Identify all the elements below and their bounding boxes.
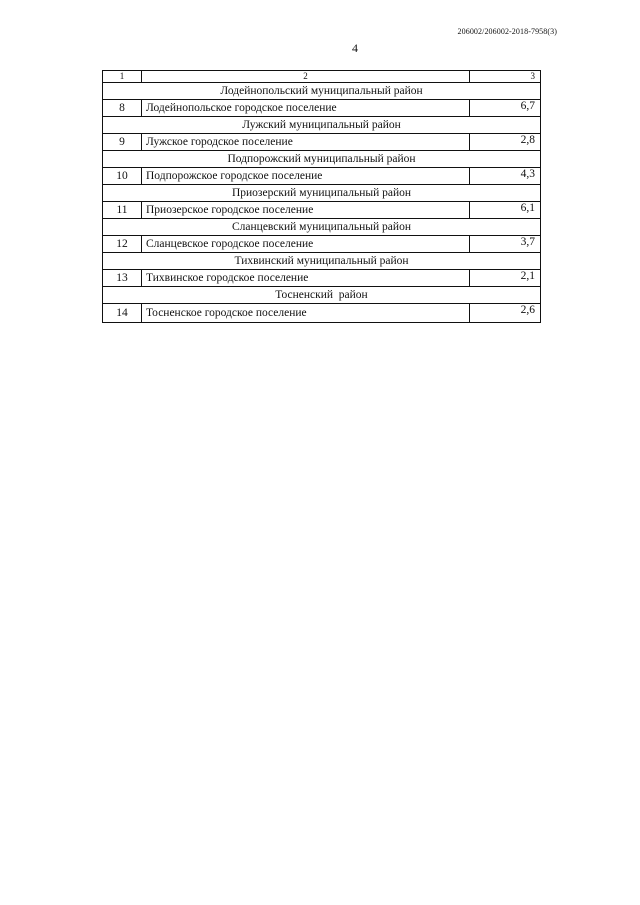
table-row (103, 236, 541, 253)
row-number: 13 (103, 270, 142, 287)
district-row (103, 151, 541, 168)
district-name: Приозерский муниципальный район (103, 185, 541, 202)
district-name: Тихвинский муниципальный район (103, 253, 541, 270)
header-cell-2: 2 (142, 71, 470, 83)
district-row (103, 287, 541, 304)
district-name: Тосненский район (103, 287, 541, 304)
district-name: Лодейнопольский муниципальный район (103, 83, 541, 100)
settlement-name: Приозерское городское поселение (142, 202, 470, 219)
settlement-name: Тихвинское городское поселение (142, 270, 470, 287)
row-number: 9 (103, 134, 142, 151)
settlement-name: Лужское городское поселение (142, 134, 470, 151)
row-number: 11 (103, 202, 142, 219)
settlement-name: Подпорожское городское поселение (142, 168, 470, 185)
table-row (103, 168, 541, 185)
district-row (103, 117, 541, 134)
row-number: 12 (103, 236, 142, 253)
settlement-value: 2,6 (470, 304, 541, 323)
settlement-value: 3,7 (470, 236, 541, 253)
district-row (103, 253, 541, 270)
settlement-value: 2,1 (470, 270, 541, 287)
table-row (103, 270, 541, 287)
header-cell-1: 1 (103, 71, 142, 83)
settlement-name: Тосненское городское поселение (142, 304, 470, 323)
data-table-container (102, 70, 540, 323)
table-row (103, 202, 541, 219)
table-row (103, 100, 541, 117)
settlement-name: Лодейнопольское городское поселение (142, 100, 470, 117)
settlement-value: 6,1 (470, 202, 541, 219)
district-name: Сланцевский муниципальный район (103, 219, 541, 236)
settlement-name: Сланцевское городское поселение (142, 236, 470, 253)
settlement-value: 4,3 (470, 168, 541, 185)
row-number: 14 (103, 304, 142, 323)
settlement-value: 2,8 (470, 134, 541, 151)
row-number: 8 (103, 100, 142, 117)
data-table (102, 70, 541, 323)
district-row (103, 83, 541, 100)
row-number: 10 (103, 168, 142, 185)
district-row (103, 219, 541, 236)
document-id: 206002/206002-2018-7958(3) (457, 27, 557, 36)
district-name: Лужский муниципальный район (103, 117, 541, 134)
header-row (103, 71, 541, 83)
district-row (103, 185, 541, 202)
table-row (103, 304, 541, 323)
settlement-value: 6,7 (470, 100, 541, 117)
district-name: Подпорожский муниципальный район (103, 151, 541, 168)
table-row (103, 134, 541, 151)
header-cell-3: 3 (470, 71, 541, 83)
page-number: 4 (352, 41, 358, 55)
